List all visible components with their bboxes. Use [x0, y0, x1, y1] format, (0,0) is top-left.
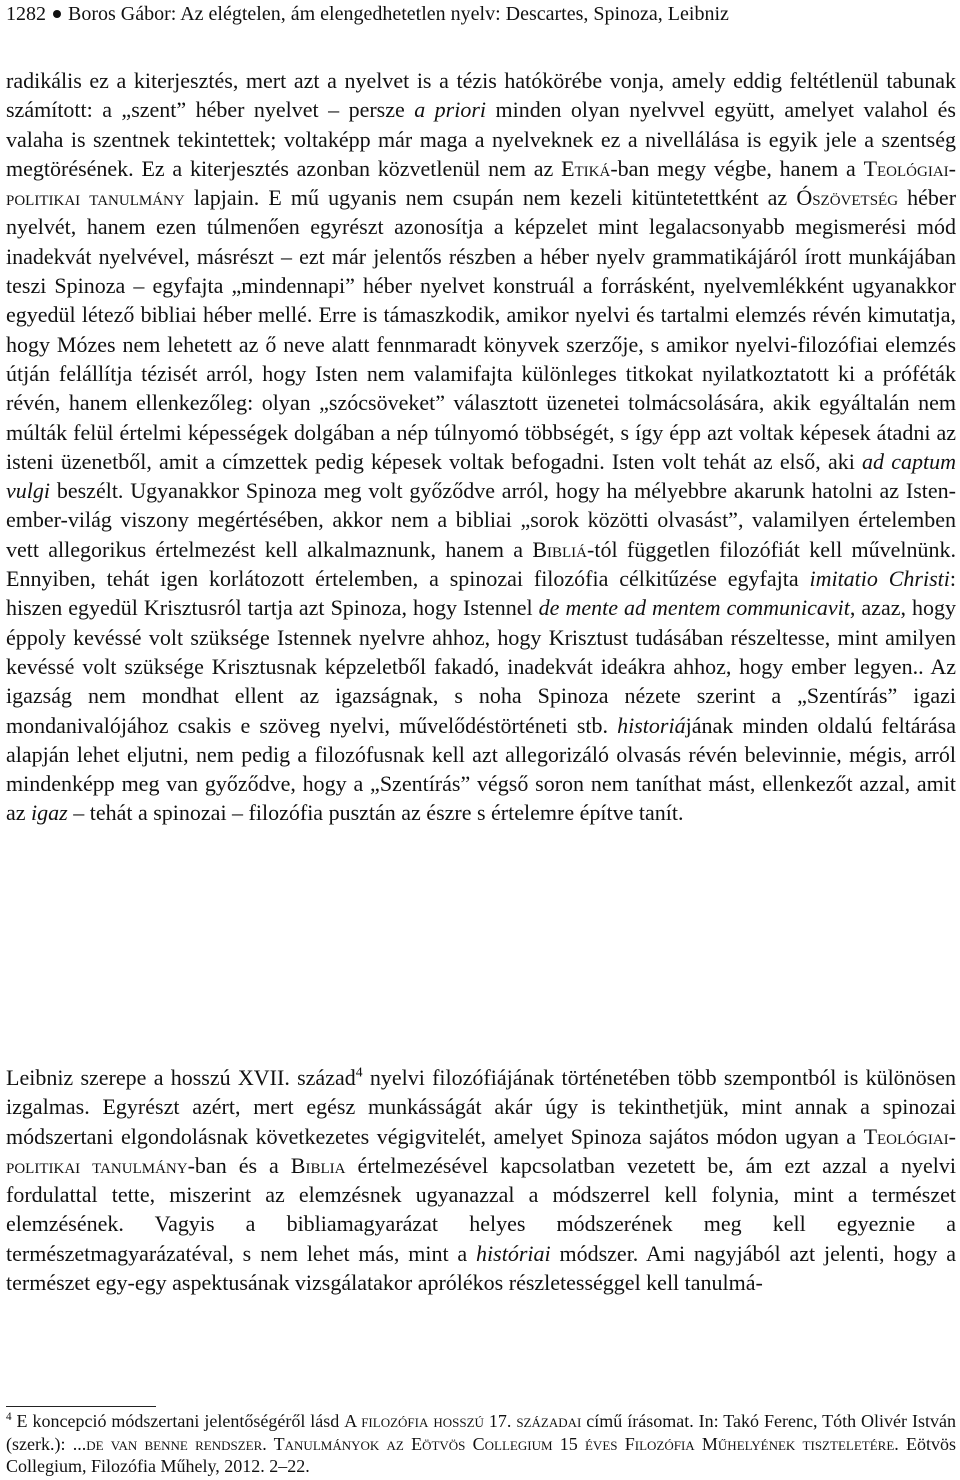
running-title: Boros Gábor: Az elégtelen, ám elengedhetetlen nyelv: Descartes, Spinoza, Leibniz	[68, 3, 729, 25]
text-run: beszélt. Ugyanakkor Spinoza meg volt győződve arról, hogy ha mélyebbre akarunk hatolni az Isten-ember-világ viszony megértésében, akkor nem a bibliai „sorok közötti olvasást”, valamilyen értelemben vett allegorikus értelmezést kell alkalmaznunk, hanem a	[6, 478, 956, 562]
work-title: Ószövetség	[796, 185, 899, 211]
footnote-number: 4	[6, 1411, 12, 1423]
footnote-4	[6, 1410, 956, 1478]
text-run: nyelvi filozófiájának történetében több szempontból is különösen izgalmas. Egyrészt azért, mert egész munkásságát akár úgy is tekinthetjük, mint annak a spinozai módszertani elgondolásnak következetes végigvitelét, amelyet Spinoza sajátos módon ugyan a	[6, 1065, 957, 1149]
running-header	[6, 0, 956, 28]
footnote-divider	[6, 1406, 156, 1407]
text-run: módszer. Ami nagyjából azt jelenti, hogy a természet egy-egy aspektusának vizsgálatakor aprólékos részletességgel kell tanulmá-	[6, 1240, 956, 1296]
text-run: héber nyelvét, hanem ezen túlmenően egyrészt azonosítja a képzelet mint legalacsonyabb megismerési mód inadekvát nyelvével, másrészt – ezt már jelentős részben a héber nyelv grammatikájáról írott munkájában teszi Spinoza – egyfajta „mindennapi” héber nyelvet konstruál a forrásként, nyelvemlékként ugyanakkor egyedül létező bibliai héber mellé. Erre is támaszkodik, amikor nyelvi és tartalmi elemzés révén kimutatja, hogy Mózes nem lehetett az ő neve alatt fennmaradt könyvek szerzője, s amikor nyelvi-filozófiai elemzés útján felállítja tézisét arról, hogy Isten nem valamifajta különleges titkokat nyilatkoztatott ki a próféták révén, hanem ellenkezőleg: olyan „szócsöveket” választott üzenetei tolmácsolására, akik egyáltalán nem múlták felül értelmi képességek dolgában a nép túlnyomó többségét, s így épp azt voltak képesek átadni az isteni üzenetből, amit a címzettek pedig képesek voltak befogadni. Isten volt tehát az első, aki	[6, 185, 957, 474]
bullet-icon	[53, 10, 61, 18]
work-title: Teológiai-politikai tanulmány	[6, 155, 956, 211]
italic-term: imitatio Christi	[809, 566, 950, 592]
work-title: ...de van benne rendszer. Tanulmányok az Eötvös Collegium 15 éves Filozófia Műhelyének tiszteletére.	[72, 1433, 899, 1454]
body-paragraph-1	[6, 66, 956, 828]
text-run: radikális ez a kiterjesztés, mert azt a nyelvet is a tézis hatókörébe vonja, amely eddig feltétlenül tabunak számított: a „szent” héber nyelvet – persze	[6, 68, 956, 123]
text-run: : hiszen egyedül Krisztusról tartja azt Spinoza, hogy Istennel	[6, 566, 956, 621]
work-title: Bibliá	[532, 536, 588, 562]
work-title: Biblia	[290, 1152, 346, 1178]
page-number: 1282	[6, 3, 46, 25]
text-run: lapjain. E mű ugyanis nem csupán nem kezeli kitüntetettként az	[184, 185, 797, 211]
work-title: Etiká	[561, 155, 611, 181]
italic-term: historiá	[617, 712, 686, 738]
text-run: -ban megy végbe, hanem a	[610, 155, 864, 181]
body-paragraph-2	[6, 1063, 956, 1297]
text-run: Leibniz szerepe a hosszú XVII. század	[6, 1065, 356, 1090]
footnote-reference[interactable]: 4	[355, 1064, 363, 1080]
text-run: , azaz, hogy éppoly kevéssé volt szüksége Istennek nyelvre ahhoz, hogy Krisztust tudásában részeltesse, mint amilyen kevéssé volt szüksége Krisztusnak képzeletből fakadó, inadekvát ideákra ahhoz, hogy ember legyen.. Az igazság nem mondhat ellent az igazságnak, s noha Spinoza nézete szerint a „Szentírás” igazi mondanivalójához csakis e szöveg nyelvi, művelődéstörténeti stb.	[6, 595, 956, 738]
italic-term: igaz	[31, 800, 68, 826]
text-run: értelmezésével kapcsolatban vezetett be, ám ezt azzal a nyelvi fordulattal tette, miszerint az elemzésnek ugyanazzal a módszerrel kell folynia, mint a természet elemzésének. Vagyis a bibliamagyarázat helyes módszerének meg kell egyeznie a természetmagyarázatéval, s nem lehet más, mint a	[6, 1152, 957, 1266]
italic-term: ad captum vulgi	[6, 448, 956, 504]
work-title: A filozófia hosszú 17. századai	[344, 1411, 582, 1431]
text-run: című írásomat. In: Takó Ferenc, Tóth Olivér István (szerk.):	[6, 1411, 956, 1454]
text-run: -ban és a	[187, 1152, 291, 1178]
text-run: jának minden oldalú feltárása alapján lehet eljutni, nem pedig a filozófusnak kell azt allegorizáló olvasás révén belevinnie, mégis, arról mindenképp meg van győződve, hogy a „Szentírás” végső soron nem taníthat mást, ellenkezőt azzal, amit az	[6, 712, 956, 826]
text-run: minden olyan nyelvvel együtt, amelyet valahol és valaha is szentnek tekintettek; voltaképp már maga a nyelveknek ez a nivellálása is egyik jele a szentség megtörésének. Ez a kiterjesztés azonban közvetlenül nem az	[6, 97, 956, 181]
text-run: -tól független filozófiát kell művelnünk. Ennyiben, tehát igen korlátozott értelemben, a spinozai filozófia célkitűzése egyfajta	[6, 536, 956, 592]
work-title: Teológiai-politikai tanulmány	[6, 1123, 956, 1178]
italic-term: a priori	[414, 97, 487, 123]
italic-term: históriai	[476, 1240, 551, 1266]
text-run: E koncepció módszertani jelentőségéről lásd	[11, 1411, 345, 1431]
text-run: – tehát a spinozai – filozófia pusztán az észre s értelemre építve tanít.	[67, 800, 684, 826]
italic-term: de mente ad mentem communicavit	[538, 595, 850, 621]
text-run: Eötvös Collegium, Filozófia Műhely, 2012. 2–22.	[6, 1433, 957, 1476]
